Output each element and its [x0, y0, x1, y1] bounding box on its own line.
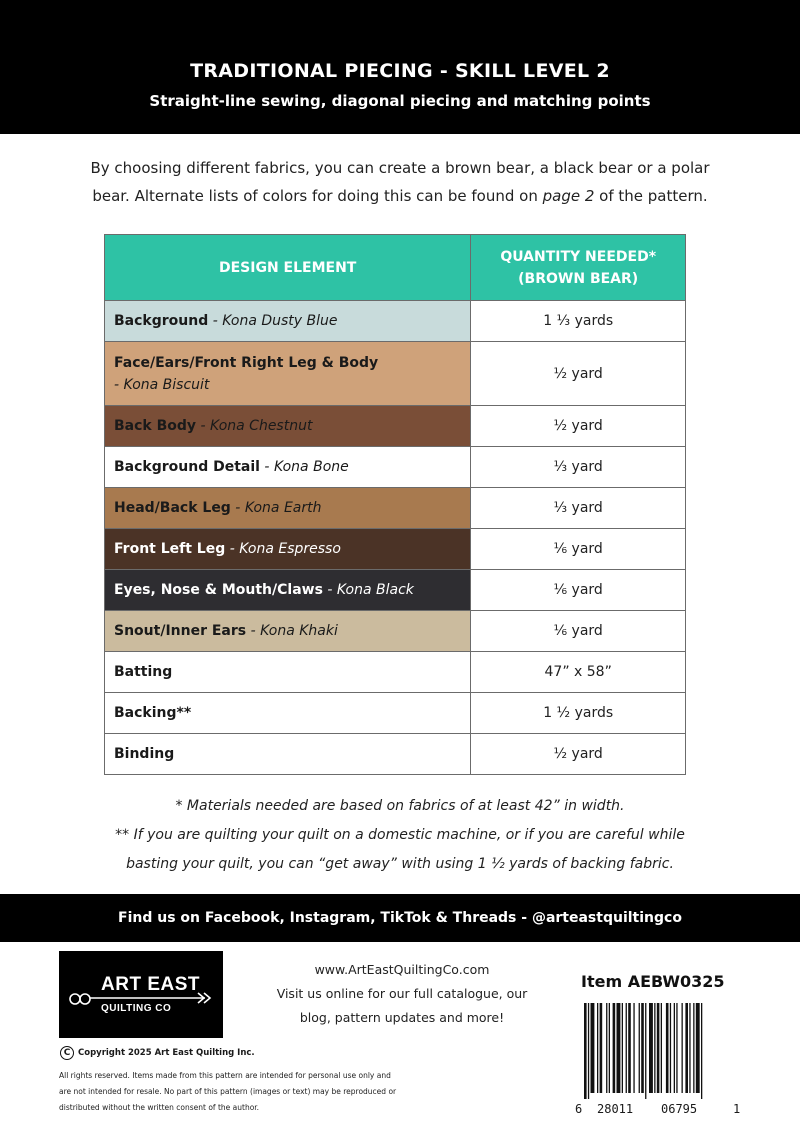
col-header-quantity-line1: QUANTITY NEEDED* — [500, 248, 657, 265]
fabric-name: - Kona Black — [327, 582, 414, 598]
design-element-cell — [105, 342, 471, 406]
table-row — [105, 342, 686, 406]
barcode-digit-3: 06795 — [661, 1102, 698, 1116]
fabric-name-text: Kona Espresso — [239, 541, 341, 557]
design-element-cell — [105, 488, 471, 529]
table-row — [105, 570, 686, 611]
col-header-design-element: DESIGN ELEMENT — [105, 235, 471, 301]
rights-notice — [59, 1068, 529, 1116]
footnotes — [40, 792, 760, 879]
table-row — [105, 301, 686, 342]
element-name: Backing** — [114, 705, 192, 721]
item-number: Item AEBW0325 — [581, 972, 725, 991]
design-element-cell — [105, 693, 471, 734]
quantity-cell: ⅙ yard — [471, 570, 686, 611]
copyright-icon: C — [60, 1046, 74, 1060]
table-row — [105, 406, 686, 447]
page-subtitle: Straight-line sewing, diagonal piecing and matching points — [149, 92, 651, 110]
barcode-digit-2: 28011 — [597, 1102, 634, 1116]
rights-line-3: distributed without the written consent of the author. — [59, 1103, 260, 1112]
quantity-cell: ⅓ yard — [471, 488, 686, 529]
intro-line-2-pre: bear. Alternate lists of colors for doing this can be found on — [92, 187, 543, 205]
element-name: Snout/Inner Ears — [114, 623, 247, 639]
website-line-2: blog, pattern updates and more! — [299, 1010, 505, 1025]
barcode-icon — [582, 1003, 740, 1099]
footnote-2-line2: basting your quilt, you can “get away” with using 1 ½ yards of backing fabric. — [126, 856, 674, 872]
design-element-cell — [105, 301, 471, 342]
table-row — [105, 488, 686, 529]
design-element-cell — [105, 611, 471, 652]
quantity-cell: ½ yard — [471, 406, 686, 447]
rights-line-1: All rights reserved. Items made from this pattern are intended for personal use only and — [59, 1071, 391, 1080]
fabric-name: - Kona Dusty Blue — [212, 313, 338, 329]
barcode-digit-1: 6 — [575, 1102, 583, 1116]
materials-table — [104, 234, 686, 775]
fabric-name: - Kona Biscuit — [114, 376, 210, 393]
table-header-row — [105, 235, 686, 301]
intro-line-1: By choosing different fabrics, you can create a brown bear, a black bear or a polar — [90, 159, 710, 177]
fabric-name: - Kona Khaki — [250, 623, 338, 639]
intro-line-2 — [60, 182, 740, 210]
col-header-quantity — [471, 235, 686, 301]
quantity-cell: ½ yard — [471, 734, 686, 775]
element-name: Background Detail — [114, 459, 260, 475]
intro-page-ref: page 2 — [542, 187, 595, 205]
copyright — [60, 1046, 255, 1060]
fabric-name: - Kona Earth — [235, 500, 322, 516]
quantity-cell: 1 ⅓ yards — [471, 301, 686, 342]
fabric-name-text: Kona Chestnut — [210, 418, 313, 434]
social-banner: Find us on Facebook, Instagram, TikTok & Threads - @arteastquiltingco — [0, 894, 800, 942]
element-name: Background — [114, 313, 209, 329]
element-name: Eyes, Nose & Mouth/Claws — [114, 582, 323, 598]
table-row — [105, 611, 686, 652]
website-block — [244, 958, 560, 1030]
fabric-name: - Kona Chestnut — [200, 418, 313, 434]
element-name: Back Body — [114, 418, 197, 434]
quantity-cell: 47” x 58” — [471, 652, 686, 693]
fabric-name-text: Kona Black — [336, 582, 414, 598]
fabric-name-text: Kona Bone — [273, 459, 349, 475]
rights-line-2: are not intended for resale. No part of this pattern (images or text) may be reproduced or — [59, 1087, 397, 1096]
logo-line-2: QUILTING CO — [101, 1003, 172, 1014]
fabric-name-text: Kona Dusty Blue — [222, 313, 338, 329]
col-header-quantity-line2: (BROWN BEAR) — [518, 270, 639, 287]
header-banner — [0, 0, 800, 134]
element-name: Batting — [114, 664, 173, 680]
fabric-name-text: Kona Biscuit — [123, 376, 210, 393]
footnote-1: * Materials needed are based on fabrics of at least 42” in width. — [175, 798, 625, 814]
design-element-cell — [105, 529, 471, 570]
website-line-1: Visit us online for our full catalogue, our — [276, 986, 528, 1001]
table-row — [105, 693, 686, 734]
design-element-cell — [105, 652, 471, 693]
design-element-cell — [105, 447, 471, 488]
quantity-cell: ⅙ yard — [471, 611, 686, 652]
element-name: Head/Back Leg — [114, 500, 231, 516]
element-name: Front Left Leg — [114, 541, 226, 557]
website-url[interactable]: www.ArtEastQuiltingCo.com — [314, 962, 490, 977]
table-row — [105, 529, 686, 570]
art-east-logo — [59, 951, 223, 1038]
copyright-text: Copyright 2025 Art East Quilting Inc. — [78, 1048, 255, 1058]
table-row — [105, 734, 686, 775]
fabric-name: - Kona Espresso — [229, 541, 341, 557]
quantity-cell: 1 ½ yards — [471, 693, 686, 734]
element-name: Binding — [114, 746, 175, 762]
table-row — [105, 447, 686, 488]
quantity-cell: ⅙ yard — [471, 529, 686, 570]
design-element-cell — [105, 406, 471, 447]
fabric-name-text: Kona Khaki — [260, 623, 338, 639]
quantity-cell: ⅓ yard — [471, 447, 686, 488]
table-row — [105, 652, 686, 693]
design-element-cell — [105, 734, 471, 775]
page-title: TRADITIONAL PIECING - SKILL LEVEL 2 — [190, 60, 610, 82]
quantity-cell: ½ yard — [471, 342, 686, 406]
element-name: Face/Ears/Front Right Leg & Body — [114, 354, 379, 371]
footnote-2-line1: ** If you are quilting your quilt on a domestic machine, or if you are careful while — [115, 827, 685, 843]
intro-line-2-post: of the pattern. — [594, 187, 708, 205]
logo-line-1: ART EAST — [101, 974, 200, 995]
fabric-name: - Kona Bone — [264, 459, 349, 475]
fabric-name-text: Kona Earth — [244, 500, 322, 516]
design-element-cell — [105, 570, 471, 611]
barcode-digit-4: 1 — [733, 1102, 741, 1116]
intro-paragraph — [60, 154, 740, 210]
